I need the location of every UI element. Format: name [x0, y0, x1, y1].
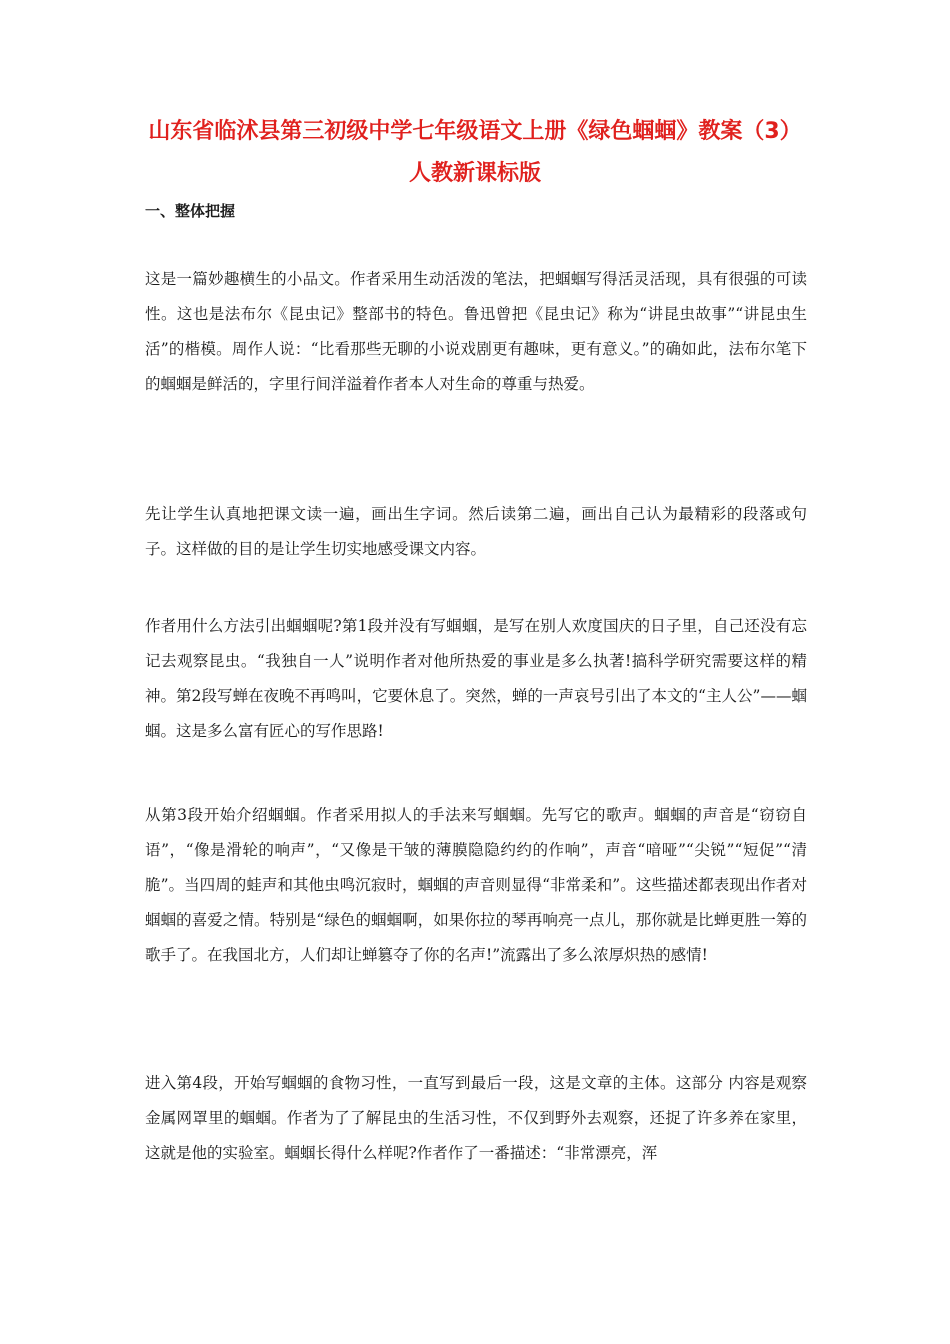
paragraph-3: 作者用什么方法引出蝈蝈呢?第1段并没有写蝈蝈，是写在别人欢度国庆的日子里，自己还没有忘记去观察昆虫。“我独自一人”说明作者对他所热爱的事业是多么执著!搞科学研究需要这样的精神。第2段写蝉在夜晚不再鸣叫，它要休息了。突然，蝉的一声哀号引出了本文的“主人公”——蝈蝈。这是多么富有匠心的写作思路!	[145, 617, 807, 740]
document-title-line-2: 人教新课标版	[408, 161, 541, 186]
paragraph-1: 这是一篇妙趣横生的小品文。作者采用生动活泼的笔法，把蝈蝈写得活灵活现，具有很强的可读性。这也是法布尔《昆虫记》整部书的特色。鲁迅曾把《昆虫记》称为“讲昆虫故事”“讲昆虫生活”的楷模。周作人说：“比看那些无聊的小说戏剧更有趣味，更有意义。”的确如此，法布尔笔下的蝈蝈是鲜活的，字里行间洋溢着作者本人对生命的尊重与热爱。	[145, 270, 807, 393]
paragraph-2: 先让学生认真地把课文读一遍，画出生字词。然后读第二遍，画出自己认为最精彩的段落或句子。这样做的目的是让学生切实地感受课文内容。	[145, 505, 807, 558]
paragraph-4: 从第3段开始介绍蝈蝈。作者采用拟人的手法来写蝈蝈。先写它的歌声。蝈蝈的声音是“窃窃自语”，“像是滑轮的响声”，“又像是干皱的薄膜隐隐约约的作响”，声音“喑哑”“尖锐”“短促”“清脆”。当四周的蛙声和其他虫鸣沉寂时，蝈蝈的声音则显得“非常柔和”。这些描述都表现出作者对蝈蝈的喜爱之情。特别是“绿色的蝈蝈啊，如果你拉的琴再响亮一点儿，那你就是比蝉更胜一筹的歌手了。在我国北方，人们却让蝉篡夺了你的名声!”流露出了多么浓厚炽热的感情!	[145, 806, 807, 964]
paragraph-5: 进入第4段，开始写蝈蝈的食物习性，一直写到最后一段，这是文章的主体。这部分 内容是观察金属网罩里的蝈蝈。作者为了了解昆虫的生活习性，不仅到野外去观察，还捉了许多养在家里，这就是他的实验室。蝈蝈长得什么样呢?作者作了一番描述：“非常漂亮，浑	[145, 1074, 807, 1162]
document-title-line-1: 山东省临沭县第三初级中学七年级语文上册《绿色蝈蝈》教案（3）	[148, 119, 802, 144]
section-heading: 一、整体把握	[145, 202, 236, 220]
